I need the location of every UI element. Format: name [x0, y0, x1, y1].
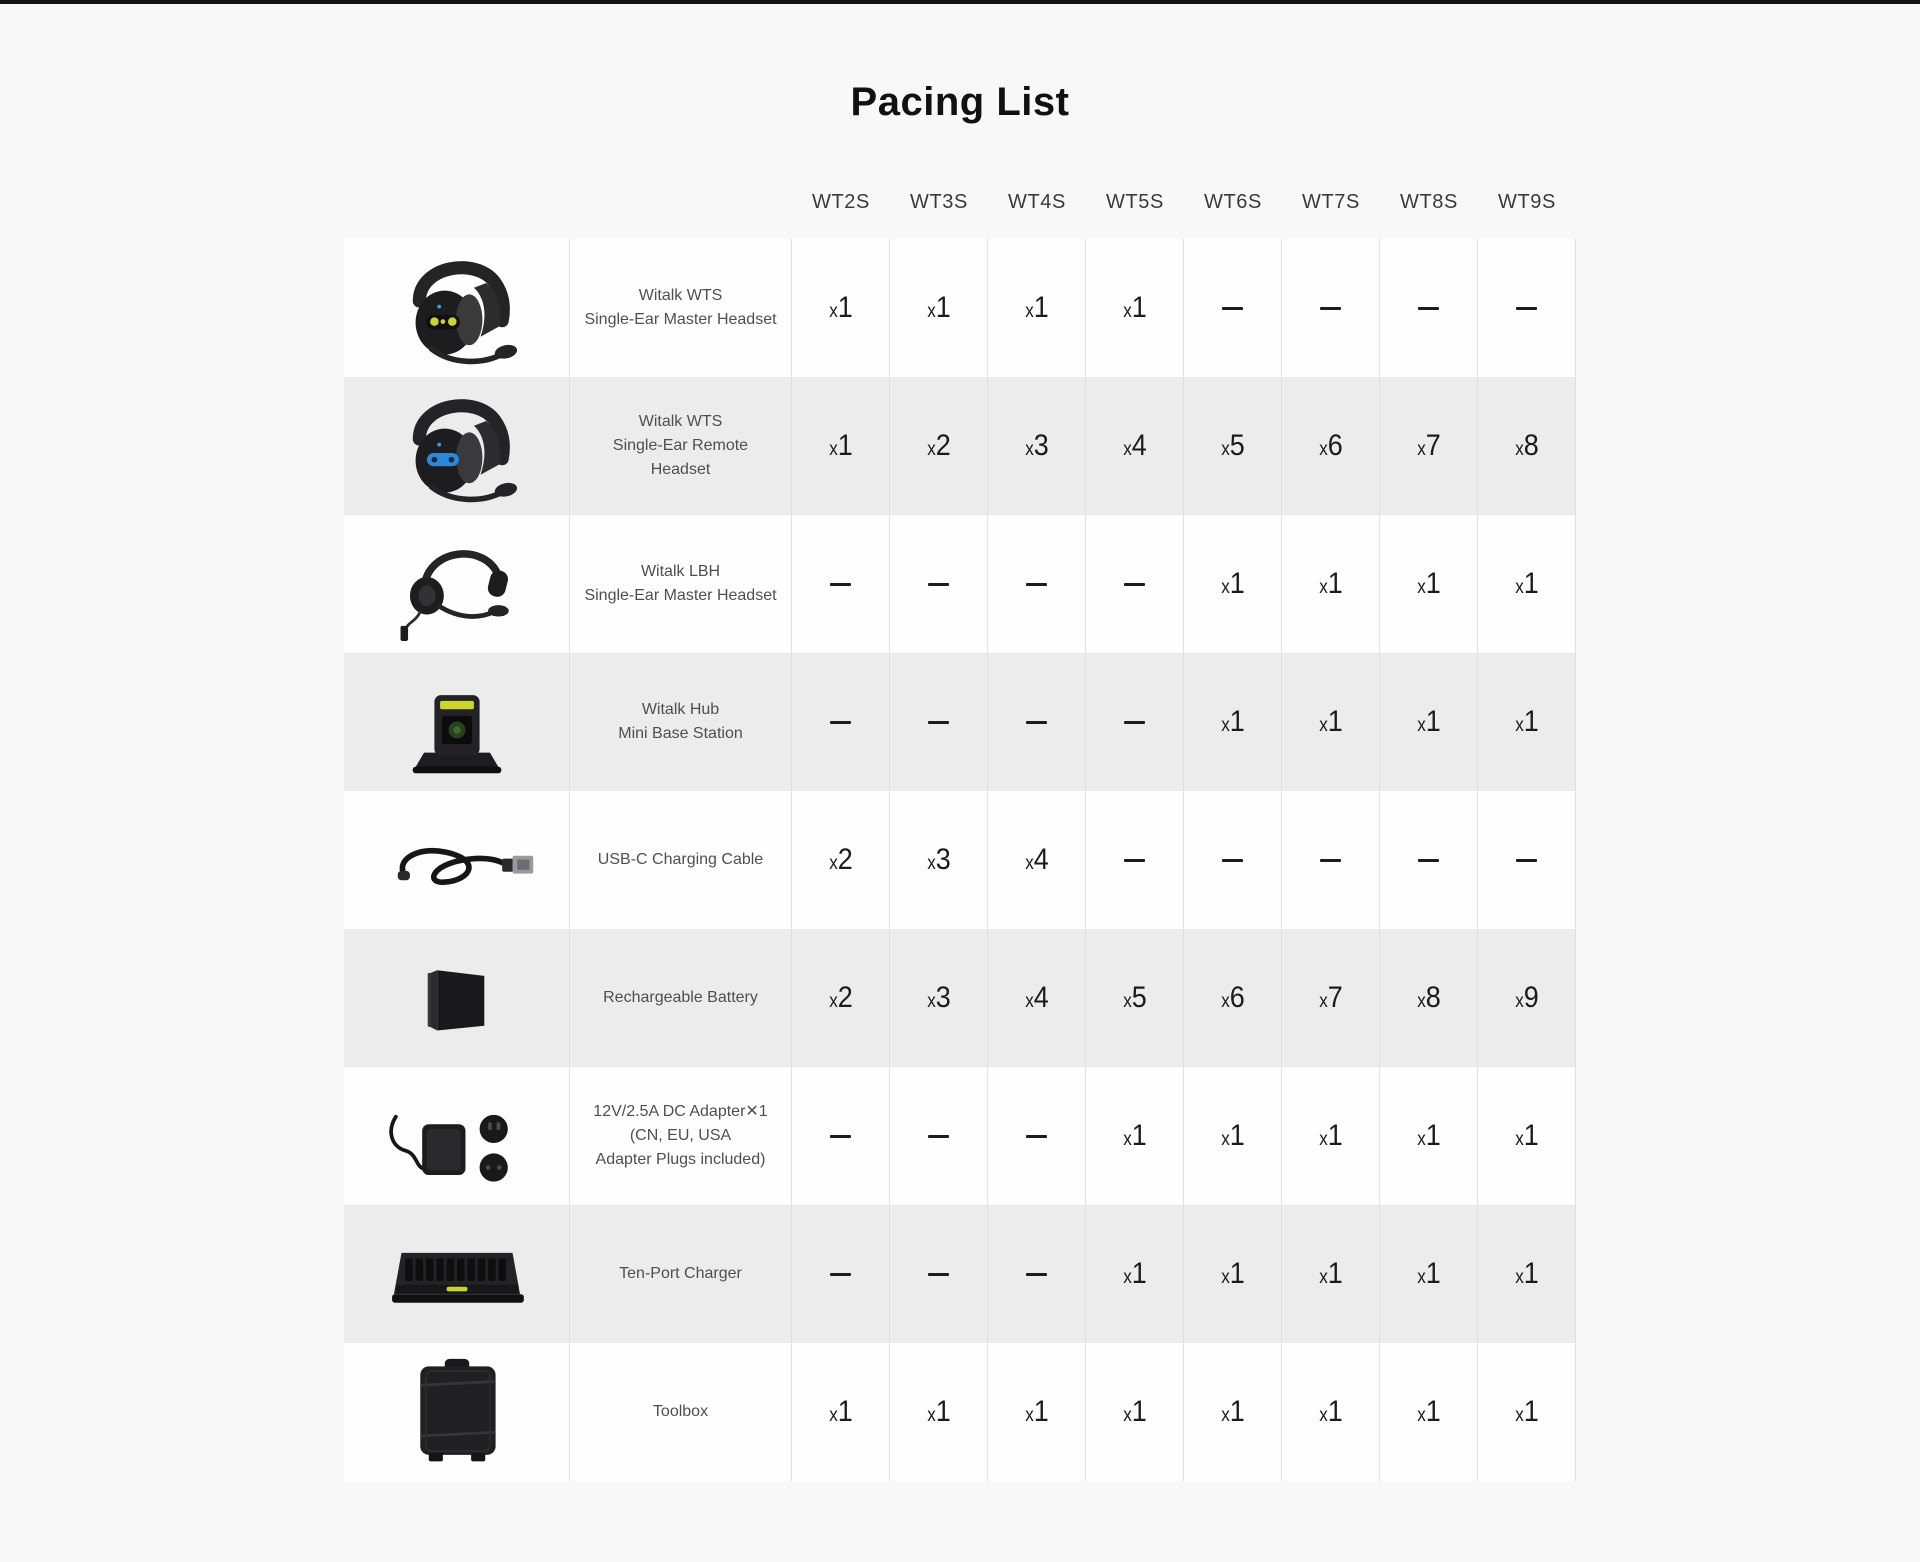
table-row [344, 1343, 1576, 1481]
qty-cell [1282, 1067, 1380, 1205]
not-included-dash [928, 1135, 949, 1138]
qty-cell [1282, 1205, 1380, 1343]
qty-value: x 1 [1319, 1257, 1342, 1290]
not-included-dash [928, 721, 949, 724]
qty-cell [1380, 1205, 1478, 1343]
product-label [569, 1343, 792, 1481]
qty-value: x 4 [1025, 843, 1048, 876]
not-included-dash [830, 1135, 851, 1138]
qty-value: x 1 [1515, 1119, 1538, 1152]
hub-base-station-icon [377, 663, 537, 781]
product-label-line: Witalk LBH [640, 563, 721, 580]
qty-value: x 1 [1319, 1395, 1342, 1428]
qty-cell [1380, 377, 1478, 515]
not-included-dash [1516, 859, 1537, 862]
qty-cell [988, 653, 1086, 791]
qty-value: x 2 [829, 843, 852, 876]
product-label-line: 12V/2.5A DC Adapter✕1 [593, 1103, 768, 1120]
qty-cell [1380, 791, 1478, 929]
product-label [569, 1205, 792, 1343]
qty-cell [890, 377, 988, 515]
qty-cell [1184, 1343, 1282, 1481]
not-included-dash [830, 721, 851, 724]
product-image-cell [344, 515, 569, 653]
qty-cell [1282, 791, 1380, 929]
qty-value: x 1 [1221, 1395, 1244, 1428]
qty-cell [890, 1067, 988, 1205]
qty-value: x 1 [1221, 1119, 1244, 1152]
qty-value: x 1 [1025, 291, 1048, 324]
qty-value: x 1 [1319, 1119, 1342, 1152]
column-header-wt8s: WT8S [1400, 190, 1458, 213]
qty-cell [988, 1067, 1086, 1205]
table-row [344, 377, 1576, 515]
product-label-line: Witalk WTS [638, 287, 723, 304]
not-included-dash [1320, 307, 1341, 310]
qty-value: x 1 [1515, 1257, 1538, 1290]
product-image-cell [344, 1067, 569, 1205]
qty-cell [1184, 239, 1282, 377]
qty-value: x 1 [1123, 1257, 1146, 1290]
qty-cell [1478, 377, 1576, 515]
dc-adapter-icon [377, 1077, 537, 1195]
usb-cable-icon [377, 801, 537, 919]
qty-cell [792, 1067, 890, 1205]
qty-value: x 3 [1025, 429, 1048, 462]
qty-value: x 5 [1123, 981, 1146, 1014]
product-image-cell [344, 377, 569, 515]
qty-cell [1086, 791, 1184, 929]
column-header-wt3s: WT3S [910, 190, 968, 213]
qty-cell [1478, 515, 1576, 653]
qty-cell [1380, 653, 1478, 791]
qty-value: x 7 [1417, 429, 1440, 462]
qty-cell [1086, 1343, 1184, 1481]
qty-cell [792, 653, 890, 791]
qty-cell [1282, 377, 1380, 515]
qty-value: x 7 [1319, 981, 1342, 1014]
product-label [569, 377, 792, 515]
qty-cell [792, 377, 890, 515]
product-label-line: Ten-Port Charger [619, 1265, 742, 1282]
not-included-dash [1124, 721, 1145, 724]
qty-value: x 1 [927, 1395, 950, 1428]
qty-value: x 1 [1417, 1257, 1440, 1290]
qty-cell [1184, 791, 1282, 929]
table-row [344, 791, 1576, 929]
not-included-dash [1320, 859, 1341, 862]
qty-cell [890, 653, 988, 791]
qty-cell [890, 791, 988, 929]
product-label [569, 1067, 792, 1205]
qty-cell [1184, 929, 1282, 1067]
qty-value: x 6 [1221, 981, 1244, 1014]
not-included-dash [830, 1273, 851, 1276]
product-label-line: Single-Ear Remote Headset [612, 437, 749, 478]
not-included-dash [1026, 721, 1047, 724]
qty-cell [1184, 377, 1282, 515]
qty-cell [1380, 239, 1478, 377]
qty-value: x 1 [829, 429, 852, 462]
not-included-dash [1026, 583, 1047, 586]
qty-cell [1086, 377, 1184, 515]
product-image-cell [344, 929, 569, 1067]
product-image-cell [344, 791, 569, 929]
qty-value: x 1 [829, 291, 852, 324]
not-included-dash [1124, 859, 1145, 862]
qty-cell [792, 515, 890, 653]
qty-value: x 2 [829, 981, 852, 1014]
table-row [344, 239, 1576, 377]
column-header-row [344, 189, 1576, 215]
product-image-cell [344, 239, 569, 377]
qty-cell [1478, 239, 1576, 377]
qty-value: x 1 [1123, 1395, 1146, 1428]
qty-cell [1380, 1067, 1478, 1205]
qty-cell [988, 1205, 1086, 1343]
qty-value: x 3 [927, 981, 950, 1014]
qty-value: x 1 [1221, 705, 1244, 738]
ten-port-charger-icon [377, 1215, 537, 1333]
toolbox-icon [377, 1353, 537, 1471]
qty-value: x 1 [1417, 567, 1440, 600]
qty-value: x 2 [927, 429, 950, 462]
product-label-line: Single-Ear Master Headset [584, 587, 777, 604]
qty-cell [1282, 929, 1380, 1067]
qty-cell [792, 1205, 890, 1343]
battery-icon [377, 939, 537, 1057]
table-row [344, 1067, 1576, 1205]
qty-value: x 1 [1515, 705, 1538, 738]
qty-value: x 4 [1025, 981, 1048, 1014]
qty-cell [1086, 515, 1184, 653]
qty-value: x 8 [1515, 429, 1538, 462]
column-header-wt9s: WT9S [1498, 190, 1556, 213]
qty-cell [1478, 1205, 1576, 1343]
qty-cell [1086, 929, 1184, 1067]
qty-value: x 5 [1221, 429, 1244, 462]
qty-cell [988, 791, 1086, 929]
table-row [344, 515, 1576, 653]
packing-table-body [344, 239, 1576, 1481]
qty-cell [1380, 515, 1478, 653]
qty-cell [890, 1343, 988, 1481]
qty-cell [890, 239, 988, 377]
lbh-headset-icon [377, 525, 537, 643]
qty-cell [890, 1205, 988, 1343]
not-included-dash [1026, 1273, 1047, 1276]
qty-cell [1282, 515, 1380, 653]
qty-value: x 4 [1123, 429, 1146, 462]
not-included-dash [928, 1273, 949, 1276]
table-row [344, 653, 1576, 791]
qty-value: x 1 [1319, 567, 1342, 600]
top-divider-bar [0, 0, 1920, 4]
qty-value: x 1 [1221, 1257, 1244, 1290]
product-label-line: (CN, EU, USA [629, 1127, 732, 1144]
qty-value: x 9 [1515, 981, 1538, 1014]
not-included-dash [1222, 307, 1243, 310]
qty-cell [1380, 929, 1478, 1067]
master-headset-icon [377, 249, 537, 367]
qty-value: x 1 [927, 291, 950, 324]
product-label [569, 239, 792, 377]
qty-value: x 6 [1319, 429, 1342, 462]
not-included-dash [1222, 859, 1243, 862]
column-header-wt2s: WT2S [812, 190, 870, 213]
qty-cell [988, 239, 1086, 377]
column-header-wt6s: WT6S [1204, 190, 1262, 213]
qty-value: x 1 [1025, 1395, 1048, 1428]
qty-cell [1380, 1343, 1478, 1481]
page-title: Pacing List [850, 80, 1070, 124]
qty-cell [1086, 1205, 1184, 1343]
product-label [569, 515, 792, 653]
table-row [344, 929, 1576, 1067]
product-label-line: Adapter Plugs included) [595, 1151, 766, 1168]
qty-cell [1478, 653, 1576, 791]
qty-cell [1282, 239, 1380, 377]
qty-cell [792, 239, 890, 377]
not-included-dash [1418, 307, 1439, 310]
product-label-line: Toolbox [652, 1403, 709, 1420]
qty-cell [1184, 515, 1282, 653]
qty-cell [1478, 791, 1576, 929]
qty-cell [988, 515, 1086, 653]
product-image-cell [344, 653, 569, 791]
not-included-dash [1026, 1135, 1047, 1138]
column-header-wt4s: WT4S [1008, 190, 1066, 213]
qty-cell [1184, 653, 1282, 791]
product-label-line: Witalk WTS [638, 413, 723, 430]
product-image-cell [344, 1205, 569, 1343]
qty-cell [1086, 239, 1184, 377]
product-label [569, 791, 792, 929]
qty-cell [1086, 653, 1184, 791]
not-included-dash [928, 583, 949, 586]
qty-value: x 1 [1515, 1395, 1538, 1428]
qty-cell [792, 791, 890, 929]
qty-value: x 1 [1319, 705, 1342, 738]
qty-cell [1478, 1343, 1576, 1481]
qty-value: x 1 [1221, 567, 1244, 600]
qty-value: x 1 [1417, 705, 1440, 738]
product-image-cell [344, 1343, 569, 1481]
qty-value: x 1 [829, 1395, 852, 1428]
qty-value: x 3 [927, 843, 950, 876]
qty-cell [1478, 1067, 1576, 1205]
qty-cell [1086, 1067, 1184, 1205]
qty-value: x 8 [1417, 981, 1440, 1014]
qty-cell [890, 929, 988, 1067]
qty-cell [988, 377, 1086, 515]
qty-cell [792, 929, 890, 1067]
qty-value: x 1 [1515, 567, 1538, 600]
qty-value: x 1 [1417, 1395, 1440, 1428]
qty-cell [1282, 1343, 1380, 1481]
qty-cell [988, 1343, 1086, 1481]
qty-cell [792, 1343, 890, 1481]
product-label [569, 929, 792, 1067]
product-label-line: Witalk Hub [641, 701, 720, 718]
product-label-line: Single-Ear Master Headset [584, 311, 777, 328]
not-included-dash [1124, 583, 1145, 586]
not-included-dash [1418, 859, 1439, 862]
qty-value: x 1 [1123, 291, 1146, 324]
product-label-line: USB-C Charging Cable [597, 851, 764, 868]
qty-cell [890, 515, 988, 653]
qty-cell [988, 929, 1086, 1067]
product-label-line: Rechargeable Battery [603, 989, 758, 1006]
table-row [344, 1205, 1576, 1343]
packing-table [344, 189, 1576, 1481]
product-label [569, 653, 792, 791]
not-included-dash [830, 583, 851, 586]
qty-cell [1184, 1205, 1282, 1343]
qty-value: x 1 [1123, 1119, 1146, 1152]
qty-cell [1184, 1067, 1282, 1205]
remote-headset-icon [377, 387, 537, 505]
qty-cell [1282, 653, 1380, 791]
column-header-wt7s: WT7S [1302, 190, 1360, 213]
qty-value: x 1 [1417, 1119, 1440, 1152]
product-label-line: Mini Base Station [618, 725, 743, 742]
not-included-dash [1516, 307, 1537, 310]
column-header-wt5s: WT5S [1106, 190, 1164, 213]
qty-cell [1478, 929, 1576, 1067]
